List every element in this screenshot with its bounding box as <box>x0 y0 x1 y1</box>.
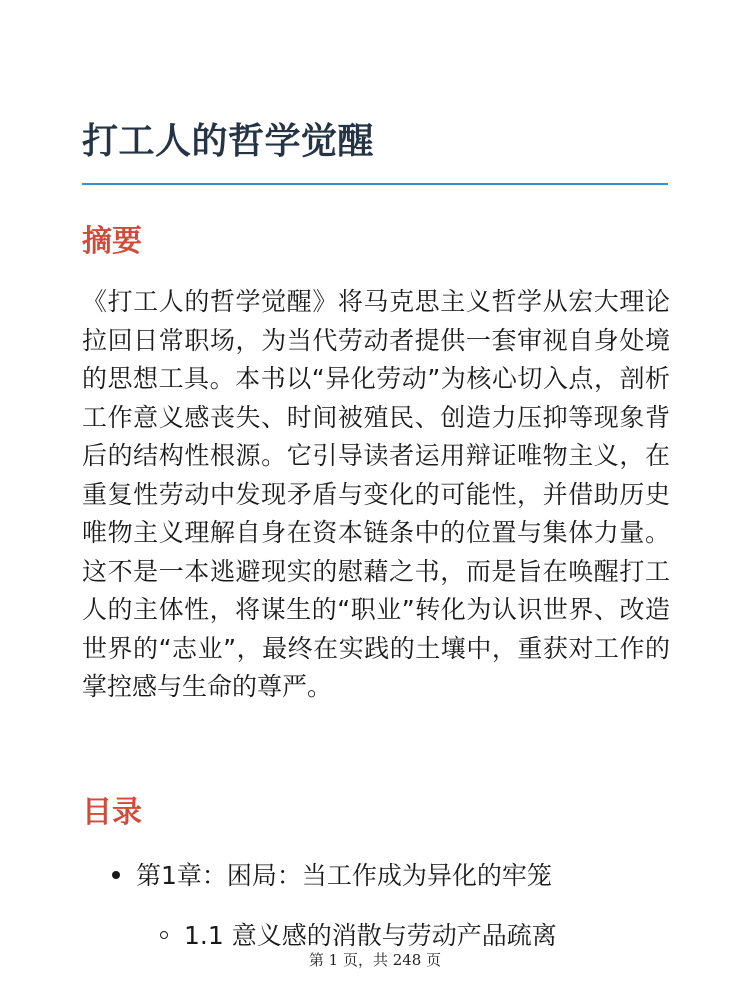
toc-heading: 目录 <box>82 795 142 830</box>
toc-item-chapter-1[interactable] <box>112 858 552 894</box>
page-number-footer: 第 1 页，共 248 页 <box>308 951 442 969</box>
abstract-heading: 摘要 <box>82 224 142 259</box>
toc-item-label: 1.1 意义感的消散与劳动产品疏离 <box>184 921 557 950</box>
toc-item-label: 第1章：困局：当工作成为异化的牢笼 <box>136 861 552 890</box>
toc-item-section-1-1[interactable] <box>160 918 557 954</box>
document-title: 打工人的哲学觉醒 <box>82 121 375 162</box>
bullet-circle-icon <box>160 931 168 939</box>
abstract-body: 《打工人的哲学觉醒》将马克思主义哲学从宏大理论拉回日常职场，为当代劳动者提供一套审视自身处境的思想工具。本书以“异化劳动”为核心切入点，剖析工作意义感丧失、时间被殖民、创造力压抑等现象背后的结构性根源。它引导读者运用辩证唯物主义，在重复性劳动中发现矛盾与变化的可能性，并借助历史唯物主义理解自身在资本链条中的位置与集体力量。这不是一本逃避现实的慰藉之书，而是旨在唤醒打工人的主体性，将谋生的“职业”转化为认识世界、改造世界的“志业”，最终在实践的土壤中，重获对工作的掌控感与生命的尊严。 <box>82 287 670 701</box>
title-divider <box>82 183 668 185</box>
bullet-disc-icon <box>112 871 120 879</box>
